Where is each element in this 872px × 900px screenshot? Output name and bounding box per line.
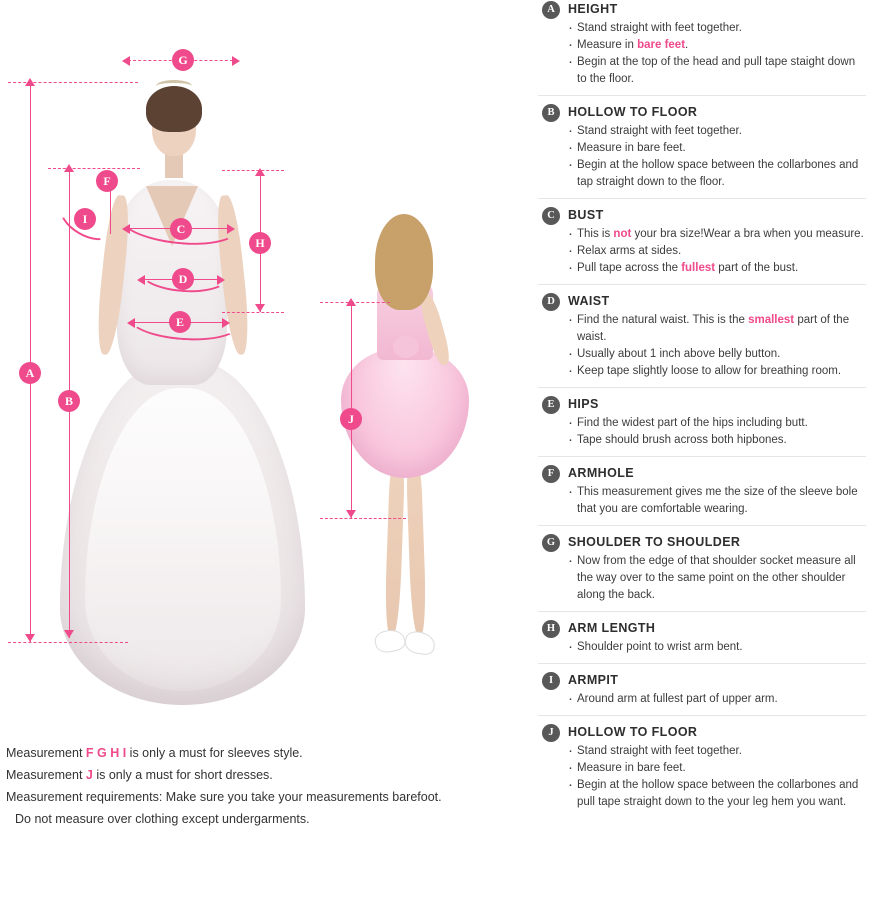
note-1-suffix: is only a must for sleeves style.: [126, 746, 303, 760]
bullet-text: Tape should brush across both hipbones.: [577, 434, 787, 446]
badge-h: H: [249, 232, 271, 254]
instruction-entry-b: [538, 103, 866, 199]
instruction-title-j: HOLLOW TO FLOOR: [568, 725, 698, 739]
bullet-text: Shoulder point to wrist arm bent.: [577, 641, 743, 653]
bullet-text: Measure in bare feet.: [577, 142, 686, 154]
badge-d: D: [172, 268, 194, 290]
bullet-text: Keep tape slightly loose to allow for breathing room.: [577, 365, 842, 377]
model-hair: [375, 214, 433, 310]
instruction-entry-c: [538, 206, 866, 285]
instruction-title-f: ARMHOLE: [568, 466, 634, 480]
instruction-title-e: HIPS: [568, 397, 599, 411]
instruction-bullets-h: [568, 639, 866, 656]
bullet-text: Begin at the hollow space between the collarbones and tap straight down to the floor.: [577, 159, 859, 188]
bullet-text: Measure in bare feet.: [577, 762, 686, 774]
bullet-text: your bra size!Wear a bra when you measure.: [631, 228, 864, 240]
key-badge-d: D: [542, 293, 560, 311]
key-badge-c: C: [542, 207, 560, 225]
note-2-suffix: is only a must for short dresses.: [92, 768, 273, 782]
bullet: [568, 639, 866, 656]
key-badge-a: A: [542, 1, 560, 19]
instruction-bullets-b: [568, 123, 866, 191]
gown-skirt: [60, 360, 305, 705]
bullet-text: part of the bust.: [715, 262, 799, 274]
instruction-bullets-e: [568, 415, 866, 449]
instruction-title-c: BUST: [568, 208, 604, 222]
figure-area: [0, 0, 530, 720]
instructions-column: [530, 0, 872, 900]
bullet-highlight: bare feet: [637, 39, 686, 51]
instruction-bullets-d: [568, 312, 866, 380]
badge-c: C: [170, 218, 192, 240]
instruction-entry-h: [538, 619, 866, 664]
key-badge-e: E: [542, 396, 560, 414]
bride-figure: [60, 60, 305, 660]
instruction-entry-e: [538, 395, 866, 457]
key-badge-i: I: [542, 672, 560, 690]
bullet-text: This measurement gives me the size of the sleeve bole that you are comfortable wearing.: [577, 486, 858, 515]
instruction-entry-a: [538, 0, 866, 96]
bullet-text: Find the natural waist. This is the: [577, 314, 749, 326]
bullet: [568, 363, 866, 380]
instruction-entry-g: [538, 533, 866, 612]
instruction-title-d: WAIST: [568, 294, 610, 308]
instruction-title-i: ARMPIT: [568, 673, 619, 687]
instruction-entry-d: [538, 292, 866, 388]
badge-f: F: [96, 170, 118, 192]
bullet: [568, 312, 866, 346]
instruction-bullets-j: [568, 743, 866, 811]
bullet: [568, 260, 866, 277]
instruction-entry-f: [538, 464, 866, 526]
bullet-text: part of the waist.: [577, 314, 850, 343]
instruction-title-h: ARM LENGTH: [568, 621, 656, 635]
instruction-title-b: HOLLOW TO FLOOR: [568, 105, 698, 119]
bullet: [568, 484, 866, 518]
bullet-text: Around arm at fullest part of upper arm.: [577, 693, 778, 705]
instruction-title-g: SHOULDER TO SHOULDER: [568, 535, 741, 549]
bullet: [568, 20, 866, 37]
bullet-highlight: smallest: [748, 314, 795, 326]
bullet-highlight: not: [613, 228, 632, 240]
bullet-text: Now from the edge of that shoulder socket measure all the way over to the same point on the other shoulder along the back.: [577, 555, 856, 601]
dress-flower-detail: [393, 336, 419, 358]
bullet-text: Relax arms at sides.: [577, 245, 682, 257]
notes-list: [6, 742, 518, 830]
instruction-title-a: HEIGHT: [568, 2, 618, 16]
instruction-bullets-i: [568, 691, 866, 708]
bullet-text: Find the widest part of the hips including butt.: [577, 417, 808, 429]
bullet: [568, 760, 866, 777]
bullet: [568, 432, 866, 449]
instruction-entry-i: [538, 671, 866, 716]
note-3-second-line: Do not measure over clothing except undergarments.: [15, 812, 310, 826]
instruction-bullets-a: [568, 20, 866, 88]
key-badge-f: F: [542, 465, 560, 483]
model-right-leg: [406, 465, 427, 635]
bullet-text: This is: [577, 228, 614, 240]
key-badge-h: H: [542, 620, 560, 638]
tiara-icon: [156, 80, 192, 92]
bullet: [568, 777, 866, 811]
bullet-text: Begin at the hollow space between the collarbones and pull tape straight down to the your leg hem you want.: [577, 779, 859, 808]
note-1-highlight: F G H I: [85, 746, 127, 760]
bullet: [568, 743, 866, 760]
bullet: [568, 691, 866, 708]
bullet-text: Usually about 1 inch above belly button.: [577, 348, 781, 360]
note-item: [6, 764, 518, 786]
note-1-prefix: Measurement: [6, 746, 86, 760]
note-3-prefix: Measurement requirements: Make sure you take your measurements barefoot.: [6, 790, 442, 804]
bullet: [568, 157, 866, 191]
bullet: [568, 243, 866, 260]
instruction-bullets-g: [568, 553, 866, 604]
bullet-text: Pull tape across the: [577, 262, 682, 274]
badge-b: B: [58, 390, 80, 412]
bride-hair: [146, 86, 202, 132]
bullet-text: Measure in: [577, 39, 638, 51]
bullet-text: Stand straight with feet together.: [577, 125, 742, 137]
instruction-bullets-f: [568, 484, 866, 518]
key-badge-g: G: [542, 534, 560, 552]
badge-i: I: [74, 208, 96, 230]
badge-e: E: [169, 311, 191, 333]
key-badge-j: J: [542, 724, 560, 742]
badge-j: J: [340, 408, 362, 430]
bullet: [568, 415, 866, 432]
bullet-text: Stand straight with feet together.: [577, 22, 742, 34]
note-item: [6, 786, 518, 830]
note-item: [6, 742, 518, 764]
badge-a: A: [19, 362, 41, 384]
bullet-text: Begin at the top of the head and pull tape staight down to the floor.: [577, 56, 856, 85]
badge-g: G: [172, 49, 194, 71]
bullet: [568, 346, 866, 363]
model-right-shoe: [403, 630, 436, 657]
model-left-shoe: [373, 627, 407, 655]
bullet: [568, 54, 866, 88]
bullet: [568, 140, 866, 157]
instruction-bullets-c: [568, 226, 866, 277]
bullet-text: .: [685, 39, 689, 51]
bullet: [568, 37, 866, 54]
instruction-entry-j: [538, 723, 866, 818]
bullet: [568, 226, 866, 243]
note-2-highlight: J: [85, 768, 93, 782]
bullet-highlight: fullest: [681, 262, 716, 274]
key-badge-b: B: [542, 104, 560, 122]
note-2-prefix: Measurement: [6, 768, 86, 782]
model-left-leg: [384, 465, 405, 635]
bullet: [568, 553, 866, 604]
short-dress-model-figure: [335, 220, 475, 690]
bullet: [568, 123, 866, 140]
bullet-text: Stand straight with feet together.: [577, 745, 742, 757]
